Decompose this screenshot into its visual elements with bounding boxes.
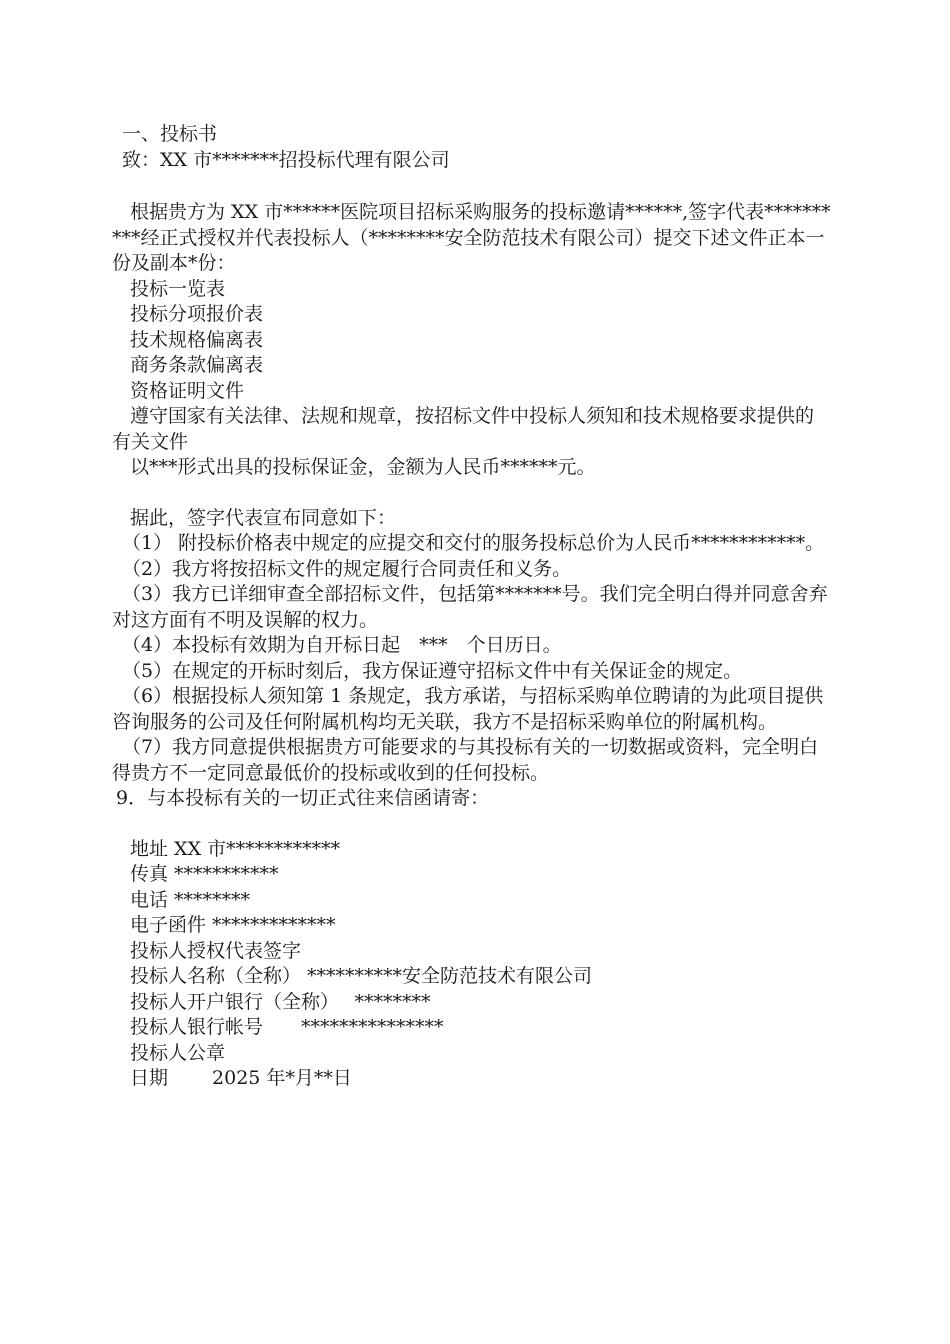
document-item: 投标分项报价表 <box>130 303 264 325</box>
intro-text: 根据贵方为 XX 市******医院项目招标采购服务的投标邀请******,签字代表**********经正式授权并代表投标人（********安全防范技术有限公司）提交下述文件正本一份及副本*份： <box>112 201 831 274</box>
bidder-name: 投标人名称（全称） **********安全防范技术有限公司 <box>130 965 593 987</box>
document-item: 以***形式出具的投标保证金，金额为人民币******元。 <box>130 456 596 478</box>
bidder-bank: 投标人开户银行（全称） ******** <box>130 990 431 1013</box>
document-item-text: 遵守国家有关法律、法规和规章，按招标文件中投标人须知和技术规格要求提供的有关文件 <box>112 405 815 453</box>
clause-text: （1） 附投标价格表中规定的应提交和交付的服务投标总价为人民币************。 <box>122 532 825 554</box>
correspondence-intro: 9．与本投标有关的一切正式往来信函请寄： <box>116 787 490 809</box>
document-item: 技术规格偏离表 <box>130 328 264 351</box>
bidder-bank-account: 投标人银行帐号 *************** <box>130 1016 444 1038</box>
clause-item: （4）本投标有效期为自开标日起 *** 个日历日。 <box>122 634 562 656</box>
clause-item <box>112 735 832 786</box>
clause-text: （5）在规定的开标时刻后，我方保证遵守招标文件中有关保证金的规定。 <box>122 659 743 682</box>
document-item: 资格证明文件 <box>130 379 245 402</box>
document-item <box>112 404 832 455</box>
clause-text: （3）我方已详细审查全部招标文件，包括第*******号。我们完全明白得并同意舍弃对这方面有不明及误解的权力。 <box>112 583 828 631</box>
clause-item <box>112 582 832 633</box>
document-item: 投标一览表 <box>130 277 226 300</box>
clause-text: （7）我方同意提供根据贵方可能要求的与其投标有关的一切数据或资料，完全明白得贵方不一定同意最低价的投标或收到的任何投标。 <box>112 736 819 784</box>
clause-item <box>112 659 832 685</box>
bid-letter <box>112 122 832 1092</box>
section-heading: 一、投标书 <box>122 123 218 145</box>
bidder-seal: 投标人公章 <box>130 1041 226 1064</box>
contact-fax: 传真 *********** <box>130 863 279 885</box>
clause-item <box>112 684 832 735</box>
clause-item <box>112 531 832 557</box>
contact-email: 电子函件 ************* <box>130 914 336 936</box>
intro-paragraph <box>112 200 832 277</box>
declaration-intro: 据此，签字代表宣布同意如下： <box>130 506 397 529</box>
addressee-line: 致：XX 市*******招投标代理有限公司 <box>122 148 450 171</box>
document-item: 商务条款偏离表 <box>130 354 264 376</box>
contact-phone: 电话 ******** <box>130 888 251 911</box>
contact-address: 地址 XX 市************ <box>130 837 341 860</box>
clause-text: （6）根据投标人须知第 1 条规定，我方承诺，与招标采购单位聘请的为此项目提供咨询服务的公司及任何附属机构均无关联，我方不是招标采购单位的附属机构。 <box>112 685 824 733</box>
authorized-signature: 投标人授权代表签字 <box>130 939 302 962</box>
clause-item: （2）我方将按招标文件的规定履行合同责任和义务。 <box>122 557 572 580</box>
date-line: 日期 2025 年*月**日 <box>130 1067 352 1089</box>
